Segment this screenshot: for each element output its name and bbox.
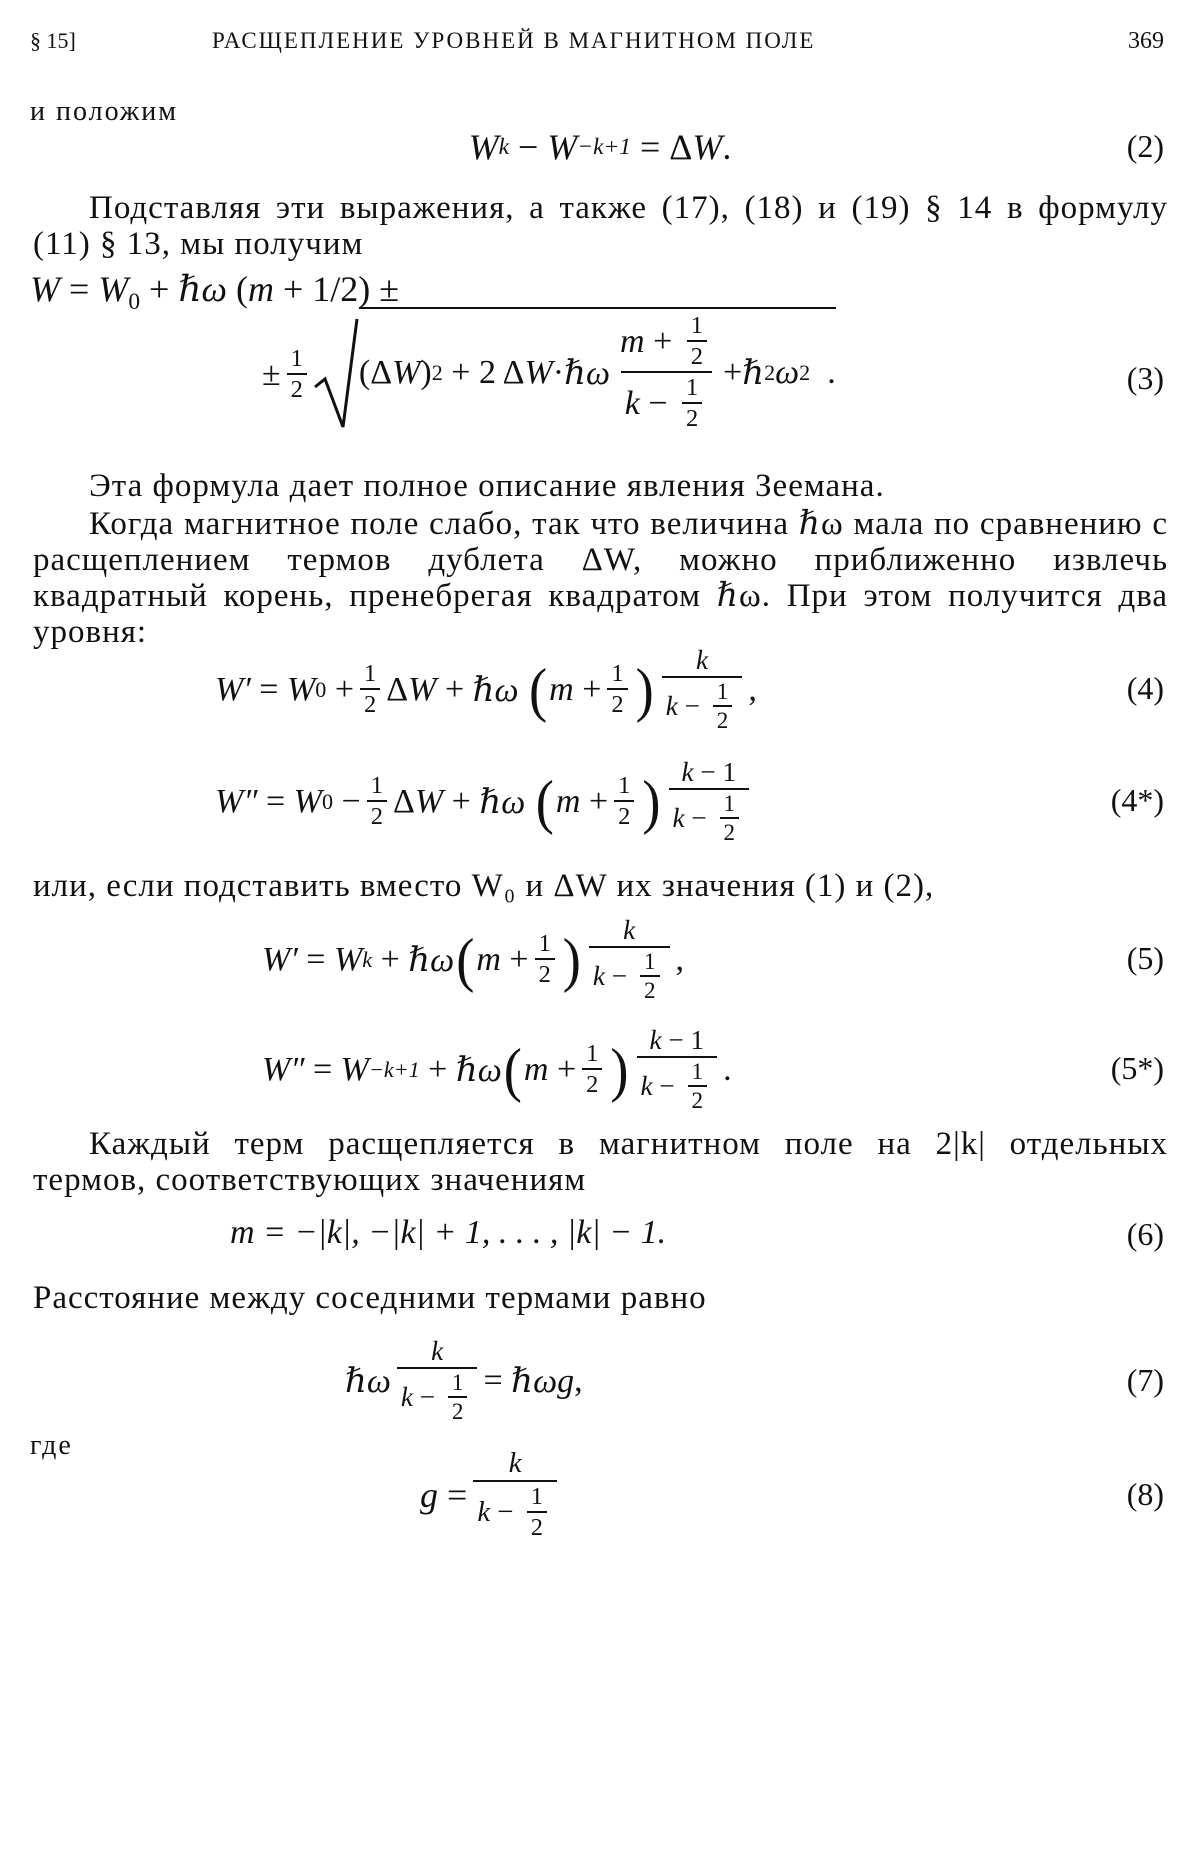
- equation-number-6: (6): [1126, 1216, 1164, 1252]
- equation-3-line1: $W = W_0$ + ℏω (m + 1/2) ±: [30, 269, 399, 316]
- equation-5: W′ = W k + ℏω ( m + $\frac{1}{2}$ ) k k − $\frac{1}{2}$ ,: [262, 914, 684, 1004]
- header-page-number: 369: [1128, 28, 1164, 54]
- equation-8: g = k k − $\frac{1}{2}$: [420, 1450, 563, 1540]
- equation-number-2: (2): [1126, 128, 1164, 164]
- equation-number-4: (4): [1126, 670, 1164, 706]
- header-title: РАСЩЕПЛЕНИЕ УРОВНЕЙ В МАГНИТНОМ ПОЛЕ: [212, 28, 816, 53]
- text-p6: Каждый терм расщепляется в магнитном поле на 2|k| отдельных термов, соответствующих значениям: [33, 1126, 1168, 1198]
- equation-7: ℏω k k − $\frac{1}{2}$ = ℏωg ,: [345, 1335, 583, 1425]
- equation-number-3: (3): [1126, 360, 1164, 396]
- text-p8: где: [30, 1430, 73, 1461]
- equation-4: W′ = W 0 + $\frac{1}{2}$ Δ W + ℏω ( m + $\frac{1}{2}$ ) k k − $\frac{1}{2}$ ,: [215, 644, 757, 734]
- equation-number-5: (5): [1126, 940, 1164, 976]
- equation-number-8: (8): [1126, 1476, 1164, 1512]
- text-p3: Эта формула дает полное описание явления Зеемана.: [89, 468, 885, 504]
- equation-5-star: W″ = W −k+1 + ℏω ( m + $\frac{1}{2}$ ) k − 1 k − $\frac{1}{2}$ .: [262, 1024, 732, 1114]
- equation-number-4-star: (4*): [1110, 782, 1164, 818]
- equation-number-7: (7): [1126, 1362, 1164, 1398]
- equation-number-5-star: (5*): [1110, 1050, 1164, 1086]
- text-p2: Подставляя эти выражения, а также (17), (18) и (19) § 14 в формулу (11) § 13, мы получим: [33, 190, 1168, 262]
- equation-6: m = −|k|, −|k| + 1, . . . , |k| − 1.: [230, 1214, 667, 1251]
- text-p1: и положим: [30, 96, 178, 127]
- text-p5: или, если подставить вместо W₀ и ΔW их значения (1) и (2),: [33, 868, 935, 904]
- sqrt-sign-icon: [313, 315, 359, 435]
- equation-2: W k − W −k+1 = Δ W .: [468, 127, 732, 167]
- equation-4-star: W″ = W 0 − $\frac{1}{2}$ Δ W + ℏω ( m + $\frac{1}{2}$ ) k − 1 k − $\frac{1}{2}$: [215, 752, 755, 852]
- header-section: § 15]: [30, 28, 76, 53]
- equation-3-line2: ± $\frac{1}{2}$ (Δ W ) 2 + 2 Δ W · ℏω m + $\frac{1}{2}$ k − $\frac{1}{2}$ + ℏ 2 ω 2 .: [262, 310, 836, 440]
- text-p4: Когда магнитное поле слабо, так что величина ℏω мала по сравнению с расщеплением термов дублета ΔW, можно приближенно извлечь квадратный корень, пренебрегая квадратом ℏω. При этом получится два уровня:: [33, 506, 1168, 650]
- text-p7: Расстояние между соседними термами равно: [33, 1280, 707, 1316]
